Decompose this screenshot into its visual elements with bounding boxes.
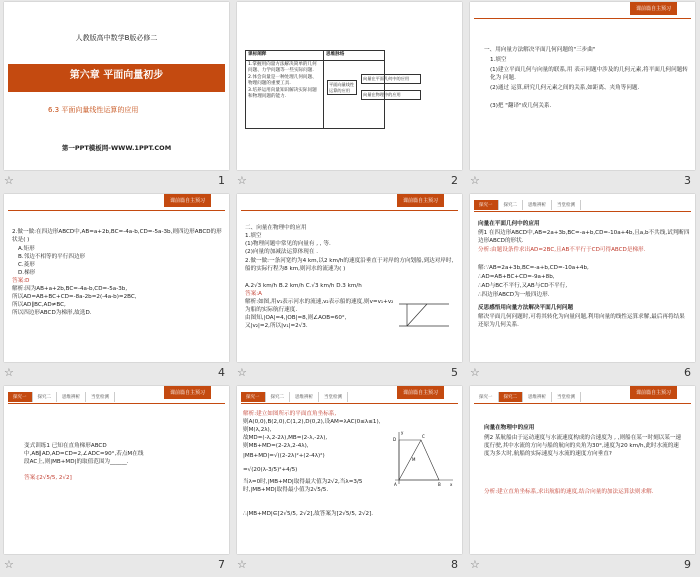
slide-number: 4: [218, 366, 225, 379]
tab-strip: [474, 392, 581, 402]
text-line: A.2√3 km/h B.2 km/h C.√3 km/h D.3 km/h: [245, 283, 362, 289]
text-line: 又|v₂|=2,所以|v₁|=2√3.: [245, 323, 308, 329]
text-line: 一、用向量方法解决平面几何问题的"三步曲": [484, 47, 596, 53]
slide-thumbnail-6[interactable]: [470, 194, 695, 362]
tab-thinking[interactable]: 思维辨析: [523, 200, 552, 210]
tab-thinking[interactable]: 思维辨析: [523, 392, 552, 402]
tab-thinking[interactable]: 思维辨析: [290, 392, 319, 402]
text-line: 1.填空: [245, 233, 262, 239]
slide-footer-3: [466, 172, 699, 192]
text-line: 1.填空: [490, 57, 507, 63]
site-title: 第一PPT模板网-WWW.1PPT.COM: [61, 144, 172, 152]
tab-check[interactable]: 当堂检测: [552, 200, 581, 210]
slide-footer-1: [0, 172, 233, 192]
label-m: M: [412, 457, 416, 462]
section-ribbon: 课前篇自主预习: [630, 386, 677, 399]
slide-footer-8: [233, 556, 466, 576]
slide-number: 5: [451, 366, 458, 379]
slide-thumbnail-5[interactable]: [237, 194, 462, 362]
text-line: 所以AD∥BC,AD≠BC,: [12, 302, 66, 308]
section-ribbon: 课前篇自主预习: [164, 194, 211, 207]
text-line: 解析:因为AB+a+2b,BC=-4a-b,CD=-5a-3b,: [12, 286, 128, 292]
trapezoid-figure: [387, 428, 457, 488]
slide-thumbnail-9[interactable]: [470, 386, 695, 554]
slide-cell-4[interactable]: [0, 192, 233, 384]
tab-explore-2[interactable]: 探究二: [266, 392, 291, 402]
slide-footer-4: [0, 364, 233, 384]
answer-line: 答案:A: [245, 291, 262, 297]
header-rule: [241, 210, 458, 211]
text-line: 则A(0,0),B(2,0),C(1,2),D(0,2),设AM=λAC(0≤λ≤1),则M(λ,2λ),: [243, 419, 381, 434]
text-line: ∴AD与BC不平行,又AB与CD不平行,: [478, 283, 568, 289]
section-ribbon: 课前篇自主预习: [164, 386, 211, 399]
text-line: C.菱形: [18, 262, 35, 268]
section-ribbon: 课前篇自主预习: [397, 194, 444, 207]
text-line: 向量在物理中的应用: [484, 425, 535, 431]
slide-number: 3: [684, 174, 691, 187]
slide-cell-7[interactable]: [0, 384, 233, 576]
text-line: (2)向量的加减法运算体现在 .: [245, 249, 319, 255]
slide-cell-3[interactable]: [466, 0, 699, 192]
chapter-title: 第六章 平面向量初步: [69, 70, 164, 81]
text-line: 例1 在四边形ABCD中,AB=2a+3b,BC=-a+b,CD=-10a+4b,且a,b不共线,试判断四边形ABCD的形状.: [478, 230, 690, 245]
slide-thumbnail-7[interactable]: [4, 386, 229, 554]
text-line: 2.做一做:一条河宽约为4 km,以2 km/h的速度沿垂直于对岸的方向划船,到达对岸时,船的实际行程为8 km,则河水的流速为( ): [245, 258, 454, 273]
slide-thumbnail-8[interactable]: [237, 386, 462, 554]
slide-footer-2: [233, 172, 466, 192]
slide-footer-6: [466, 364, 699, 384]
star-icon[interactable]: ☆: [470, 174, 480, 187]
label-y: y: [401, 430, 404, 435]
reflection-title: 反思感悟用向量方法解决平面几何问题: [478, 305, 574, 311]
label-x: x: [450, 482, 453, 487]
tab-explore-1[interactable]: 探究一: [8, 392, 33, 402]
text-line: 例2 某航船由于运动速度与水流速度构成的合速度为 , ,则船在某一时刻以某一速度行驶,其中水流的方向与船的航向的夹角为30°,速度为20 km/h,此时水流的速度为多大时,航船的实际速度与水流的速度方向垂直?: [484, 435, 682, 458]
river-diagram: [397, 298, 452, 330]
tab-explore-1[interactable]: 探究一: [474, 392, 499, 402]
text-line: 向量在平面几何中的应用: [478, 221, 540, 227]
slide-footer-7: [0, 556, 233, 576]
answer-line: 答案:D: [12, 278, 30, 284]
slide-thumbnail-2[interactable]: [237, 2, 462, 170]
slide-cell-5[interactable]: [233, 192, 466, 384]
header-rule: [8, 210, 225, 211]
slide-number: 2: [451, 174, 458, 187]
text-line: 变式训练1 已知在直角梯形ABCD中,AB∥AD,AD=CD=2,∠ADC=90°,若点M在线段AC上,则|MB+MD|的取值范围为______.: [24, 443, 144, 466]
goal-1: 1.掌握用向量方法解决简单的几何问题、力学问题等一些实际问题.: [248, 61, 317, 73]
star-icon[interactable]: ☆: [4, 558, 14, 571]
text-line: ∴AD=AB+BC+CD=-9a+8b,: [478, 274, 555, 280]
text-line: (1)建立平面几何与向量的联系,用 表示问题中涉及的几何元素,将平面几何问题转化为 问题.: [490, 67, 688, 82]
section-ribbon: 课前篇自主预习: [630, 2, 677, 15]
slide-thumbnail-3[interactable]: [470, 2, 695, 170]
slide-cell-8[interactable]: [233, 384, 466, 576]
label-c: C: [422, 434, 425, 439]
header-rule: [241, 403, 458, 404]
slide-number: 7: [218, 558, 225, 571]
section-title: 6.3 平面向量线性运算的应用: [48, 106, 139, 114]
text-line: 2.做一做:在四边形ABCD中,AB=a+2b,BC=-4a-b,CD=-5a-3b,则四边形ABCD的形状是( ): [12, 229, 222, 244]
text-line: 当λ=0时,|MB+MD|取得最大值为2√2,当λ=3/5时,|MB+MD|取得最小值为2√5/5.: [243, 479, 363, 494]
text-line: 则MB+MD=(2-2λ,2-4λ),: [243, 443, 309, 449]
label-b: B: [438, 482, 441, 487]
star-icon[interactable]: ☆: [237, 174, 247, 187]
goal-2: 2.体会向量是一种处理几何问题、物理问题的重要工具.: [248, 74, 317, 86]
tab-check[interactable]: 当堂检测: [86, 392, 115, 402]
tab-explore-2[interactable]: 探究二: [499, 200, 524, 210]
star-icon[interactable]: ☆: [237, 558, 247, 571]
goal-3: 3.培养运用向量知识解决实际问题和物理问题的能力.: [248, 87, 317, 99]
section-ribbon: 课前篇自主预习: [397, 386, 444, 399]
mind-center: 平面向量线性运算的应用: [327, 80, 357, 95]
slide-cell-1[interactable]: [0, 0, 233, 192]
slide-thumbnail-1[interactable]: [4, 2, 229, 170]
slide-number: 6: [684, 366, 691, 379]
tab-strip: [241, 392, 348, 402]
header-rule: [474, 211, 691, 212]
analysis-line: 分析:由题设条件求出AD=2BC,且AB不平行于CD可得ABCD是梯形.: [478, 247, 646, 253]
header-rule: [474, 403, 691, 404]
text-line: (3)把 "翻译"成几何关系.: [490, 103, 552, 109]
label-a: A: [394, 482, 397, 487]
mind-header: 思维脉络: [324, 51, 385, 61]
slide-cell-6[interactable]: [466, 192, 699, 384]
text-line: ∴四边形ABCD为一般四边形.: [478, 292, 550, 298]
slide-footer-5: [233, 364, 466, 384]
star-icon[interactable]: ☆: [4, 174, 14, 187]
text-line: (2)通过 运算,研究几何元素之间的关系,如距离、夹角等问题.: [490, 85, 640, 91]
star-icon[interactable]: ☆: [237, 366, 247, 379]
slide-number: 8: [451, 558, 458, 571]
text-line: 所以四边形ABCD为梯形,故选D.: [12, 310, 92, 316]
goals-header: 课标阐释: [246, 51, 324, 61]
star-icon[interactable]: ☆: [470, 558, 480, 571]
text-line: 故MD=(-λ,2-2λ),MB=(2-λ,-2λ),: [243, 435, 328, 441]
header-rule: [8, 403, 225, 404]
text-line: ∴|MB+MD|∈[2√5/5, 2√2],故答案为[2√5/5, 2√2].: [243, 511, 374, 517]
tab-check[interactable]: 当堂检测: [319, 392, 348, 402]
text-line: (1)物理问题中常见的向量有 , , 等.: [245, 241, 331, 247]
slide-number: 1: [218, 174, 225, 187]
tab-thinking[interactable]: 思维辨析: [57, 392, 86, 402]
tab-explore-2[interactable]: 探究二: [33, 392, 58, 402]
tab-explore-2[interactable]: 探究二: [499, 392, 524, 402]
star-icon[interactable]: ☆: [470, 366, 480, 379]
tab-explore-1[interactable]: 探究一: [241, 392, 266, 402]
slide-cell-2[interactable]: [233, 0, 466, 192]
tab-strip: [8, 392, 115, 402]
text-line: 二、向量在物理中的应用: [245, 225, 307, 231]
mind-branch-physics: 向量在物理中的应用: [361, 90, 421, 100]
header-rule: [474, 18, 691, 19]
text-line: |MB+MD|=√((2-2λ)²+(2-4λ)²): [243, 453, 325, 459]
slide-number: 9: [684, 558, 691, 571]
tab-check[interactable]: 当堂检测: [552, 392, 581, 402]
text-line: 解:∵AB=2a+3b,BC=-a+b,CD=-10a+4b,: [478, 265, 589, 271]
mind-branch-geometry: 向量在平面几何中的应用: [361, 74, 421, 84]
text-line: 解析:如图,用v₁表示河水的流速,v₂表示船的速度,则v=v₁+v₂为船的实际航行速度.: [245, 299, 394, 314]
slide-thumbnail-4[interactable]: [4, 194, 229, 362]
text-line: D.梯形: [18, 270, 36, 276]
text-line: A.矩形: [18, 246, 35, 252]
text-line: 所以AD=AB+BC+CD=-8a-2b=2(-4a-b)=2BC,: [12, 294, 137, 300]
text-line: B.邻边不相等的平行四边形: [18, 254, 86, 260]
label-d: D: [393, 437, 397, 442]
tab-explore-1[interactable]: 探究一: [474, 200, 499, 210]
text-line: 由图知,|OA|=4,|OB|=8,则∠AOB=60°,: [245, 315, 347, 321]
answer-line: 答案:[2√5/5, 2√2]: [24, 475, 72, 481]
tab-strip: [474, 200, 581, 210]
text-line: 解决平面几何问题时,可将其转化为向量问题,利用向量的线性运算求解,最后再将结果还原为几何关系.: [478, 314, 685, 329]
analysis-line: 解析:建立如图所示的平面直角坐标系,: [243, 411, 337, 417]
slide-cell-9[interactable]: [466, 384, 699, 576]
slide-footer-9: [466, 556, 699, 576]
book-title: 人教版高中数学B版必修二: [75, 34, 158, 42]
star-icon[interactable]: ☆: [4, 366, 14, 379]
text-line: =√(20(λ-3/5)²+4/5): [243, 467, 298, 473]
analysis-line: 分析:建立直角坐标系,求出航船的速度,结合向量的加法运算法则求解.: [484, 489, 654, 495]
